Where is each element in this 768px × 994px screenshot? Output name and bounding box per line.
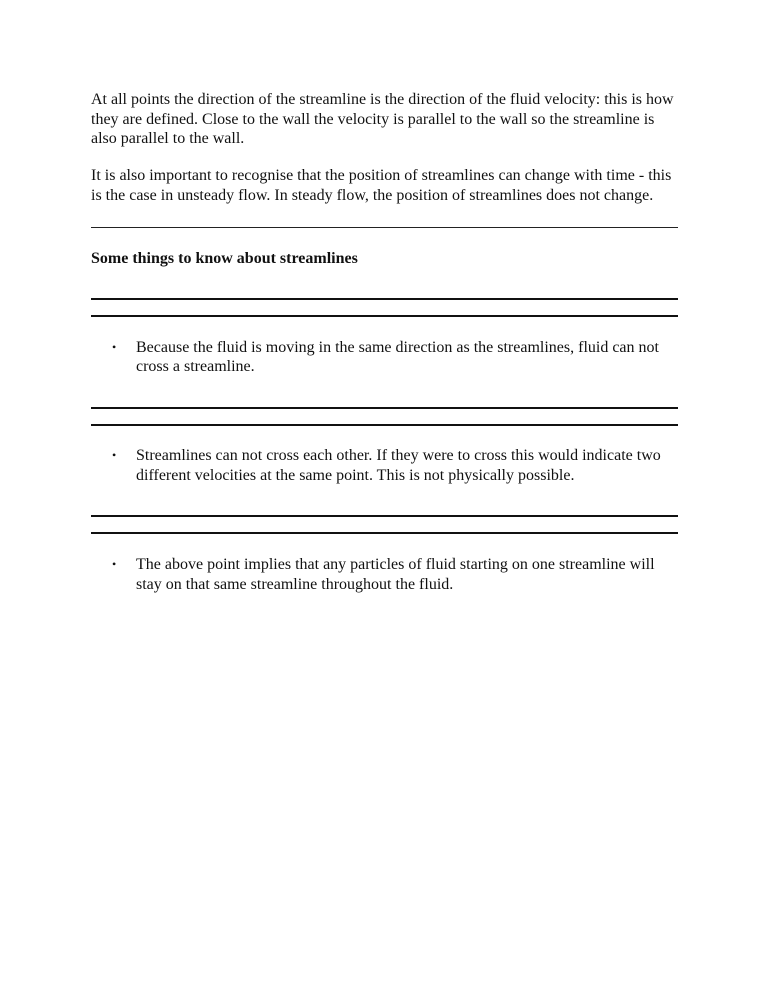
list-item-text: The above point implies that any particles of fluid starting on one streamline will stay on that same streamline throughout the fluid. — [136, 556, 655, 594]
section-heading: Some things to know about streamlines — [91, 249, 358, 267]
divider — [91, 424, 678, 426]
paragraph-streamline-direction: At all points the direction of the streamline is the direction of the fluid velocity: this is how they are defined. Close to the wall the velocity is parallel to the wall so the streamline is also parallel to the wall. — [91, 91, 674, 148]
bullet-marker: • — [112, 447, 117, 462]
divider — [91, 532, 678, 534]
divider — [91, 227, 678, 228]
divider — [91, 515, 678, 517]
divider — [91, 407, 678, 409]
paragraph-unsteady-flow: It is also important to recognise that the position of streamlines can change with time - this is the case in unsteady flow. In steady flow, the position of streamlines does not change. — [91, 167, 672, 204]
list-item-text: Because the fluid is moving in the same direction as the streamlines, fluid can not cross a streamline. — [136, 338, 659, 376]
bullet-marker: • — [112, 339, 117, 354]
list-item-text: Streamlines can not cross each other. If they were to cross this would indicate two different velocities at the same point. This is not physically possible. — [136, 446, 661, 484]
list-item — [91, 446, 678, 485]
divider — [91, 315, 678, 317]
divider — [91, 298, 678, 300]
list-item — [91, 555, 678, 594]
bullet-marker: • — [112, 557, 117, 572]
list-item — [91, 338, 678, 377]
document-body — [91, 90, 678, 595]
